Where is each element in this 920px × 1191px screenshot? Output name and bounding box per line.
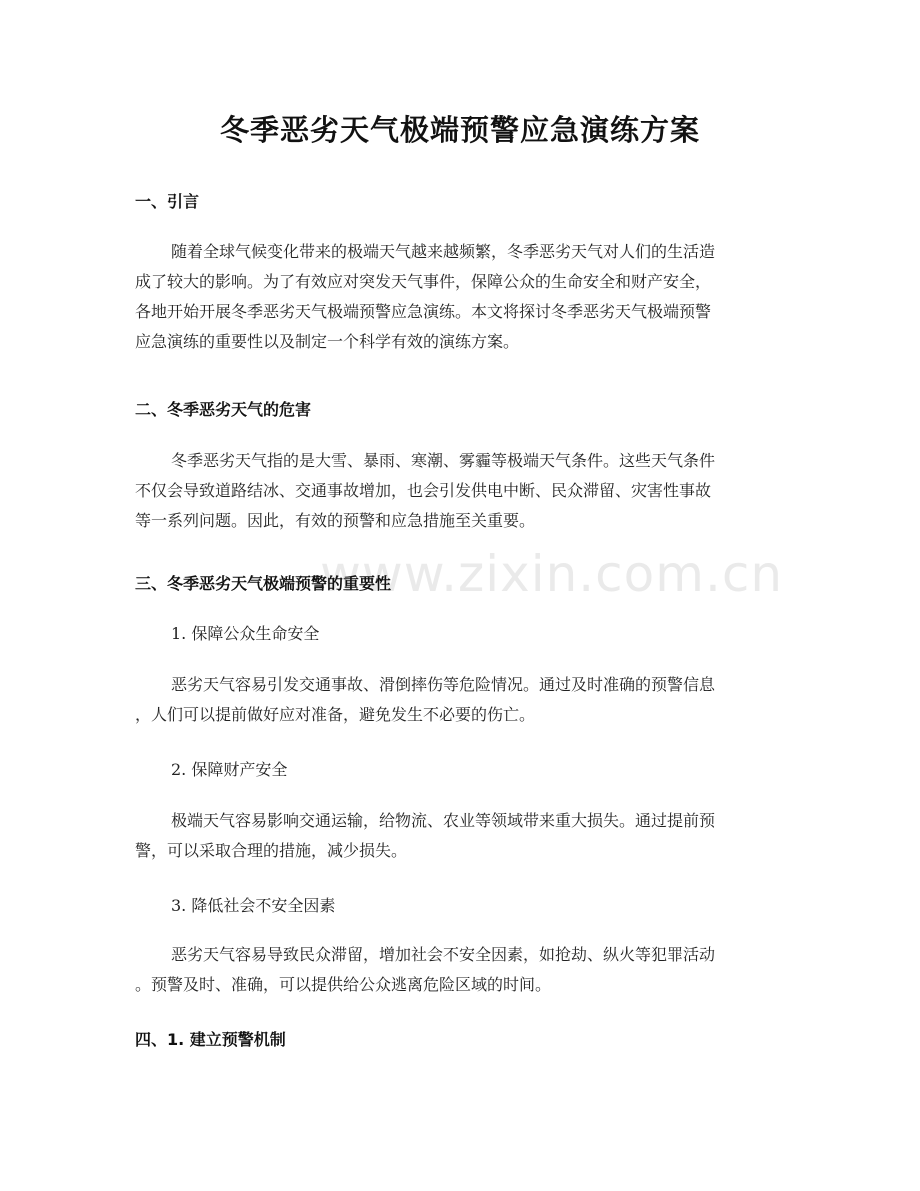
paragraph-line: 随着全球气候变化带来的极端天气越来越频繁，冬季恶劣天气对人们的生活造 bbox=[171, 242, 716, 261]
paragraph-line: 各地开始开展冬季恶劣天气极端预警应急演练。本文将探讨冬季恶劣天气极端预警 bbox=[135, 302, 712, 321]
paragraph-line: 。预警及时、准确，可以提供给公众逃离危险区域的时间。 bbox=[135, 975, 552, 994]
paragraph-line: 等一系列问题。因此，有效的预警和应急措施至关重要。 bbox=[135, 511, 536, 530]
section-paragraph-hazards bbox=[135, 446, 785, 536]
paragraph-line: 恶劣天气容易引发交通事故、滑倒摔伤等危险情况。通过及时准确的预警信息 bbox=[171, 675, 716, 694]
paragraph-line: 应急演练的重要性以及制定一个科学有效的演练方案。 bbox=[135, 332, 520, 351]
item-label-public-safety: 1. 保障公众生命安全 bbox=[171, 624, 320, 643]
section-paragraph-introduction bbox=[135, 237, 785, 357]
paragraph-line: 极端天气容易影响交通运输，给物流、农业等领域带来重大损失。通过提前预 bbox=[171, 811, 716, 830]
paragraph-line: ，人们可以提前做好应对准备，避免发生不必要的伤亡。 bbox=[135, 705, 536, 724]
section-heading-importance: 三、冬季恶劣天气极端预警的重要性 bbox=[135, 574, 392, 593]
paragraph-line: 恶劣天气容易导致民众滞留，增加社会不安全因素，如抢劫、纵火等犯罪活动 bbox=[171, 945, 716, 964]
section-heading-warning-mechanism: 四、1. 建立预警机制 bbox=[135, 1030, 286, 1049]
paragraph-line: 冬季恶劣天气指的是大雪、暴雨、寒潮、雾霾等极端天气条件。这些天气条件 bbox=[171, 451, 716, 470]
item-paragraph-social-safety bbox=[135, 940, 785, 1000]
item-label-property-safety: 2. 保障财产安全 bbox=[171, 760, 288, 779]
watermark: www.zixin.com.cn bbox=[320, 545, 784, 603]
section-heading-hazards: 二、冬季恶劣天气的危害 bbox=[135, 400, 312, 419]
item-paragraph-property-safety bbox=[135, 806, 785, 866]
paragraph-line: 成了较大的影响。为了有效应对突发天气事件，保障公众的生命安全和财产安全， bbox=[135, 272, 712, 291]
document-title: 冬季恶劣天气极端预警应急演练方案 bbox=[219, 113, 700, 147]
paragraph-line: 不仅会导致道路结冰、交通事故增加，也会引发供电中断、民众滞留、灾害性事故 bbox=[135, 481, 712, 500]
item-label-social-safety: 3. 降低社会不安全因素 bbox=[171, 896, 336, 915]
section-heading-introduction: 一、引言 bbox=[135, 192, 200, 211]
paragraph-line: 警，可以采取合理的措施，减少损失。 bbox=[135, 841, 408, 860]
item-paragraph-public-safety bbox=[135, 670, 785, 730]
